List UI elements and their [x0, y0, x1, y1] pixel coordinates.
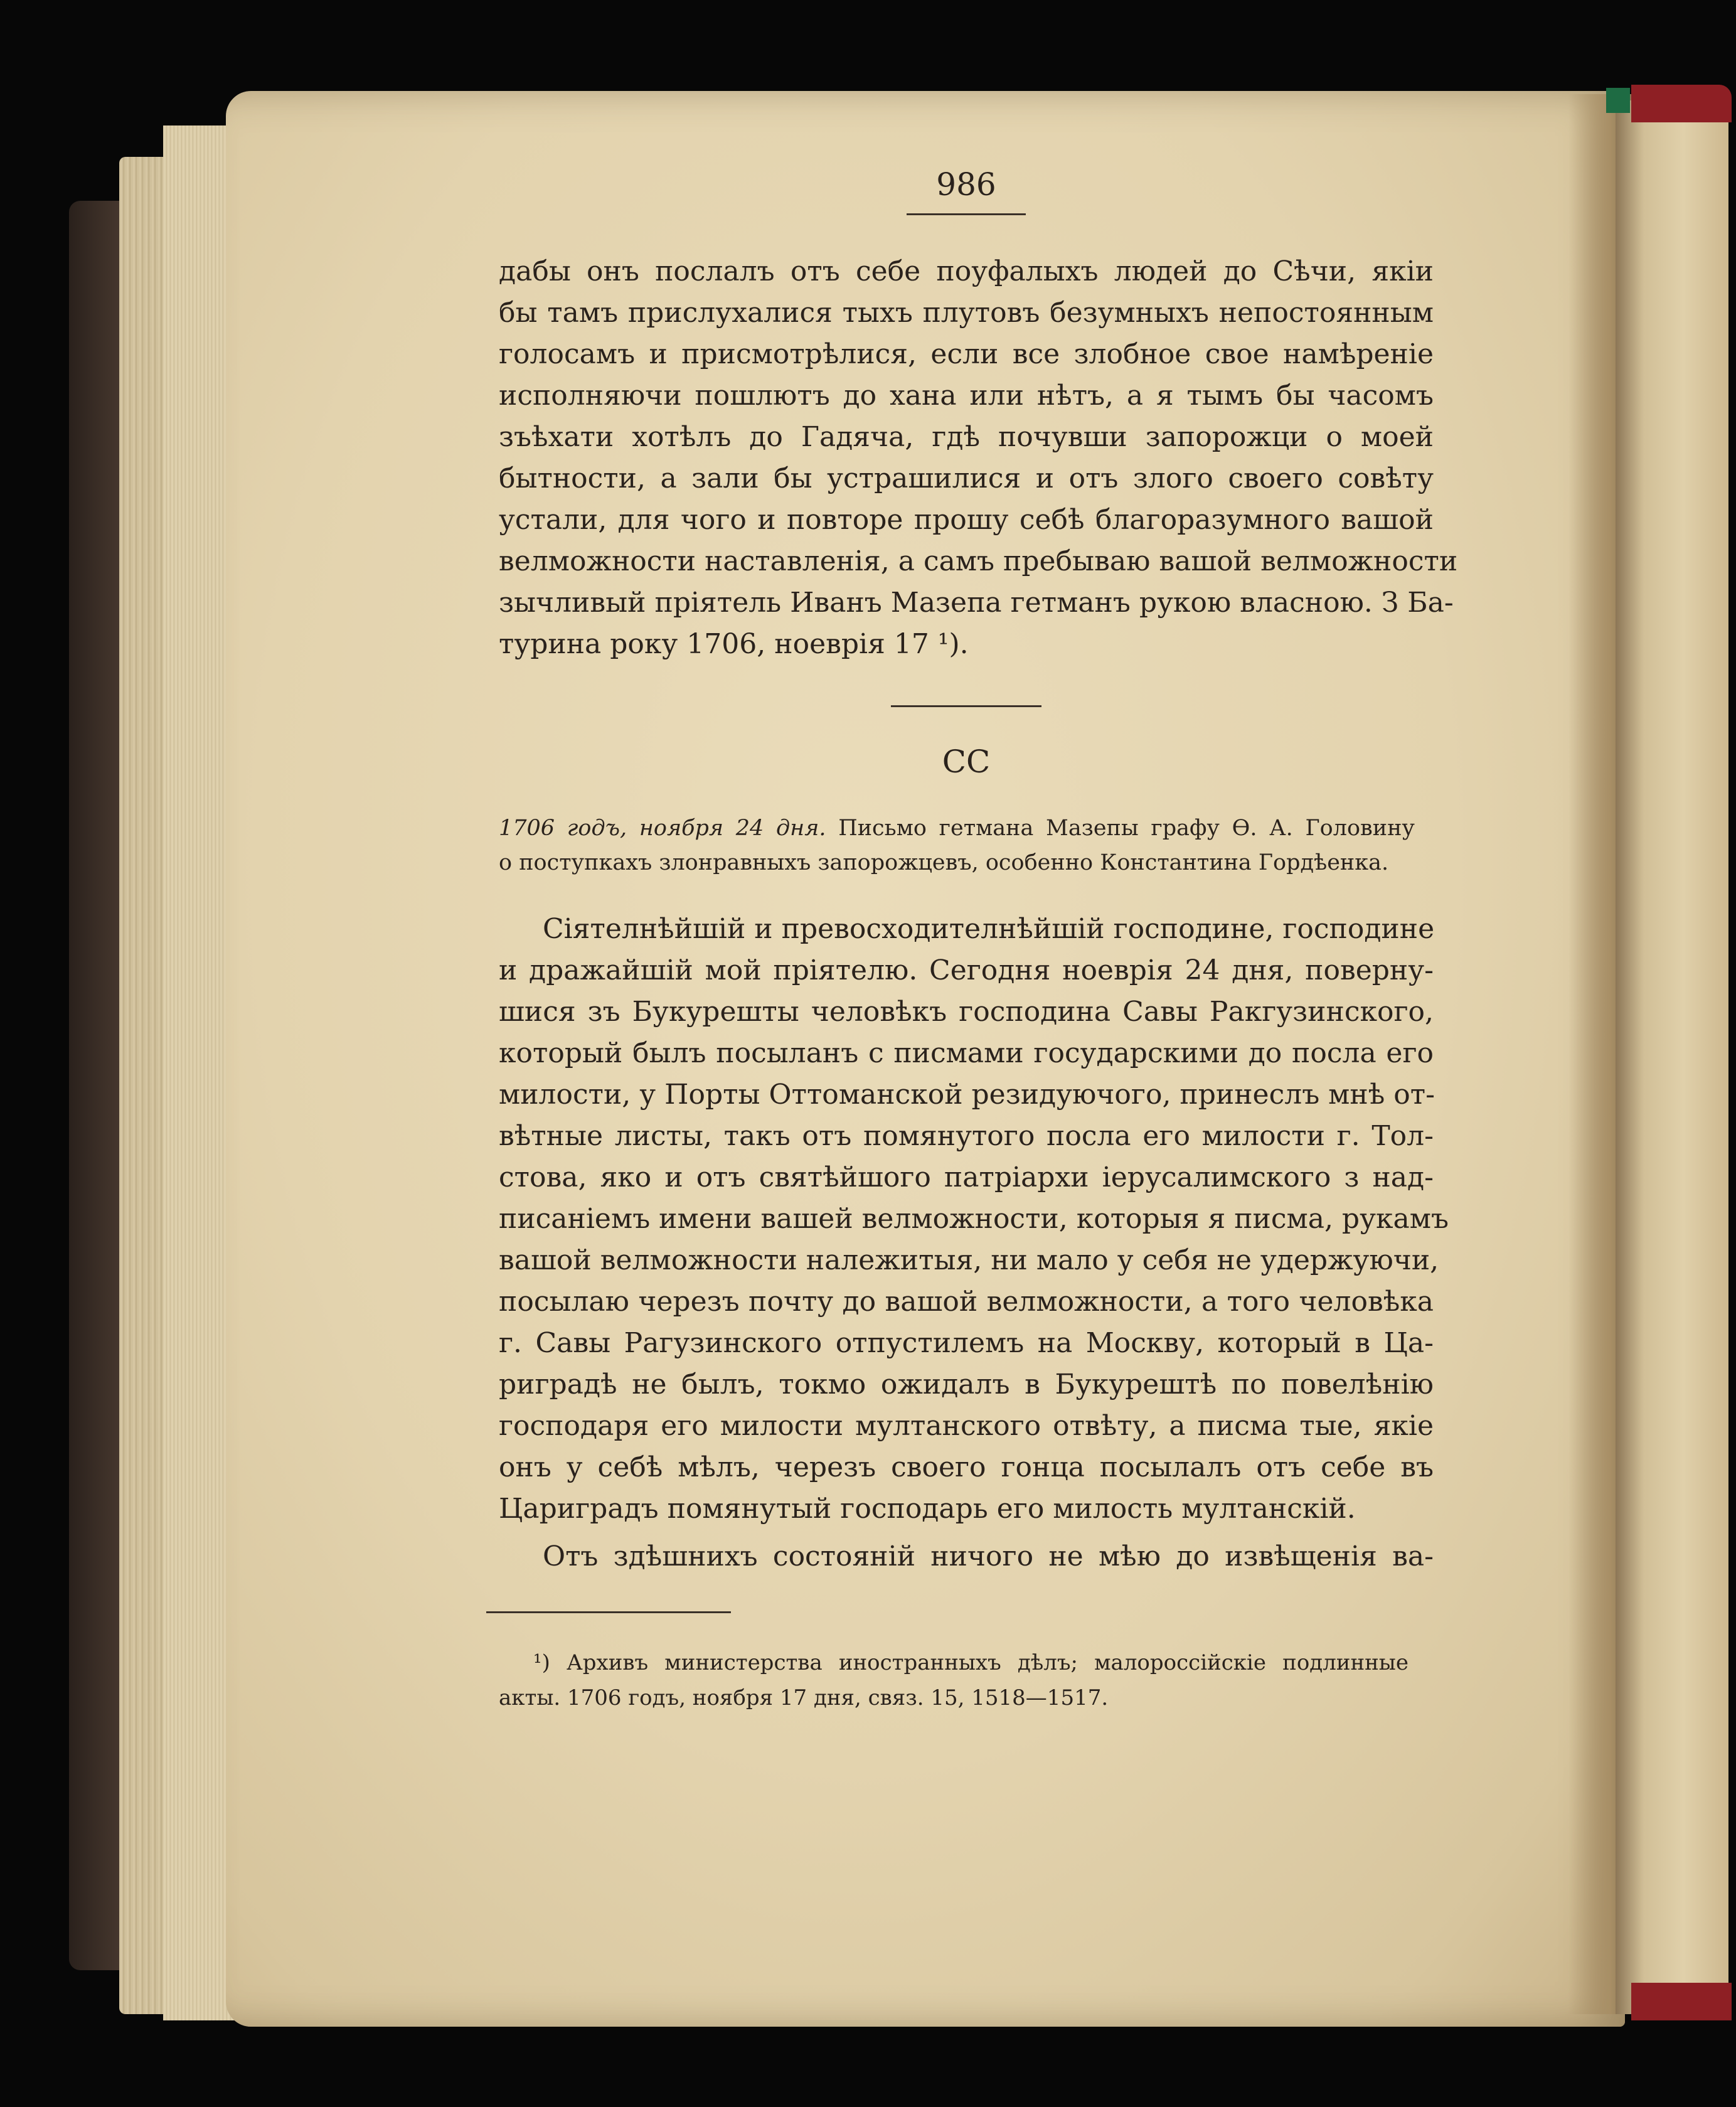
- body-line: Отъ здѣшнихъ состояній ничого не мѣю до извѣщенія ва-: [543, 1540, 1434, 1572]
- section-rule: [891, 705, 1041, 707]
- body-line: зъѣхати хотѣлъ до Гадяча, гдѣ почувши запорожци о моей: [499, 421, 1434, 453]
- body-line: устали, для чого и повторе прошу себѣ благоразумного вашой: [499, 504, 1434, 536]
- body-line: бы тамъ прислухалися тыхъ плутовъ безумныхъ непостоянным: [499, 297, 1434, 329]
- body-line: г. Савы Рагузинского отпустилемъ на Москву, который в Ца-: [499, 1327, 1434, 1359]
- body-line: онъ у себѣ мѣлъ, черезъ своего гонца посылалъ отъ себе въ: [499, 1451, 1434, 1483]
- footnote-rule: [486, 1611, 731, 1613]
- footnote-line: ¹) Архивъ министерства иностранныхъ дѣлъ; малороссійскіе подлинные: [533, 1650, 1409, 1675]
- section-heading-line: о поступкахъ злонравныхъ запорожцевъ, особенно Константина Гордѣенка.: [499, 850, 1389, 875]
- body-line: Цариградъ помянутый господарь его милость мултанскій.: [499, 1493, 1356, 1525]
- body-line: господаря его милости мултанского отвѣту, а писма тые, якіе: [499, 1410, 1434, 1442]
- body-line: зычливый пріятель Иванъ Мазепа гетманъ рукою власною. З Ба-: [499, 587, 1454, 619]
- body-line: бытности, а зали бы устрашилися и отъ злого своего совѣту: [499, 462, 1434, 494]
- body-line: велможности наставленія, а самъ пребываю вашой велможности: [499, 545, 1458, 577]
- body-line: турина року 1706, ноеврія 17 ¹).: [499, 628, 969, 660]
- body-line: дабы онъ послалъ отъ себе поуфалыхъ людей до Сѣчи, якіи: [499, 255, 1434, 287]
- heading-title: Письмо гетмана Мазепы графу Ѳ. А. Головину: [838, 816, 1415, 841]
- body-line: исполняючи пошлютъ до хана или нѣтъ, а я тымъ бы часомъ: [499, 380, 1434, 412]
- page-number: 986: [936, 166, 996, 203]
- body-line: риградѣ не былъ, токмо ожидалъ в Букурештѣ по повелѣнію: [499, 1368, 1434, 1400]
- body-line: который былъ посыланъ с писмами государскими до посла его: [499, 1037, 1434, 1069]
- body-line: вѣтные листы, такъ отъ помянутого посла его милости г. Тол-: [499, 1120, 1434, 1152]
- cover-edge-top: [1631, 85, 1732, 122]
- body-line: стова, яко и отъ святѣйшого патріархи іерусалимского з над-: [499, 1161, 1434, 1193]
- body-line: шися зъ Букурешты человѣкъ господина Савы Ракгузинского,: [499, 996, 1434, 1028]
- ribbon-bookmark: [1606, 88, 1630, 113]
- page-number-rule: [907, 213, 1026, 215]
- body-line: милости, у Порты Оттоманской резидуючого, принеслъ мнѣ от-: [499, 1079, 1435, 1111]
- body-line: вашой велможности належитыя, ни мало у себя не удержуючи,: [499, 1244, 1439, 1276]
- heading-date: 1706 годъ, ноября 24 дня.: [499, 816, 826, 841]
- body-line: и дражайшій мой пріятелю. Сегодня ноеврія 24 дня, поверну-: [499, 954, 1434, 986]
- body-line: посылаю черезъ почту до вашой велможности, а того человѣка: [499, 1286, 1434, 1318]
- body-line: Сіятелнѣйшій и превосходителнѣйшій господине, господине: [543, 913, 1435, 945]
- section-number: CC: [942, 744, 991, 780]
- body-line: писаніемъ имени вашей велможности, которыя я писма, рукамъ: [499, 1203, 1449, 1235]
- body-line: голосамъ и присмотрѣлися, если все злобное свое намѣреніе: [499, 338, 1434, 370]
- cover-edge-bottom: [1631, 1983, 1732, 2020]
- section-heading-line: [499, 813, 1415, 844]
- footnote-line: акты. 1706 годъ, ноября 17 дня, связ. 15, 1518—1517.: [499, 1685, 1109, 1710]
- facing-page-edge: [1616, 100, 1728, 2014]
